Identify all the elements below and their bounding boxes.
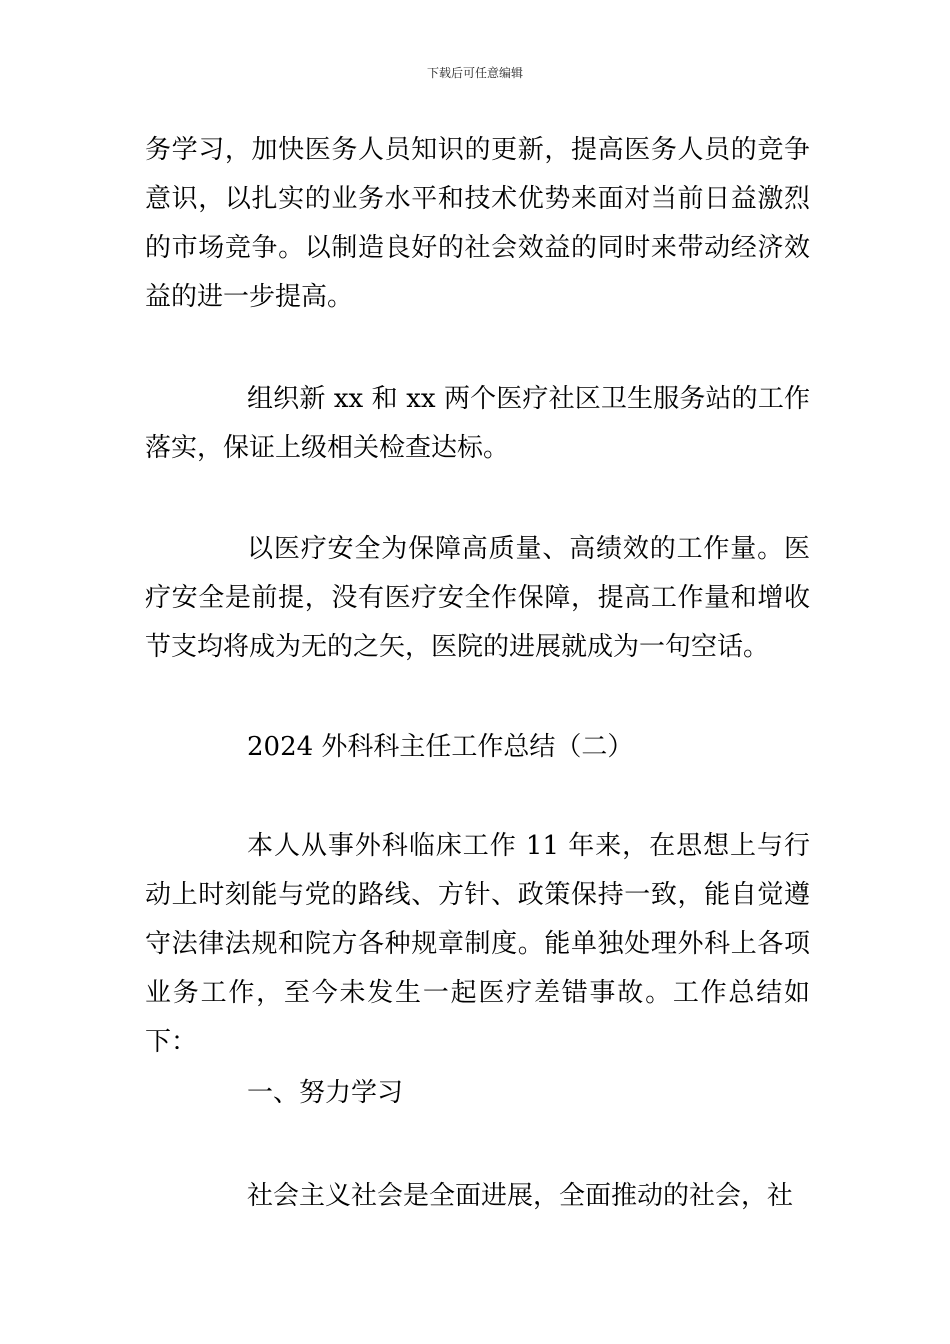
subheading-study: 一、努力学习: [247, 1078, 404, 1108]
paragraph-medical-safety: 以医疗安全为保障高质量、高绩效的工作量。医疗安全是前提，没有医疗安全作保障，提高工作量和增收节支均将成为无的之矢，医院的进展就成为一句空话。: [145, 534, 810, 662]
paragraph-intro: 本人从事外科临床工作 11 年来，在思想上与行动上时刻能与党的路线、方针、政策保持一致，能自觉遵守法律法规和院方各种规章制度。能单独处理外科上各项业务工作，至今未发生一起医疗差错事故。工作总结如下：: [145, 831, 810, 1057]
section-title: 2024 外科科主任工作总结（二）: [247, 732, 634, 762]
page-header-note: 下载后可任意编辑: [426, 66, 523, 80]
paragraph-continuation: 务学习，加快医务人员知识的更新，提高医务人员的竞争意识，以扎实的业务水平和技术优势来面对当前日益激烈的市场竞争。以制造良好的社会效益的同时来带动经济效益的进一步提高。: [145, 135, 810, 312]
paragraph-society: 社会主义社会是全面进展，全面推动的社会，社: [247, 1181, 794, 1211]
paragraph-community-stations: 组织新 xx 和 xx 两个医疗社区卫生服务站的工作落实，保证上级相关检查达标。: [145, 384, 810, 463]
